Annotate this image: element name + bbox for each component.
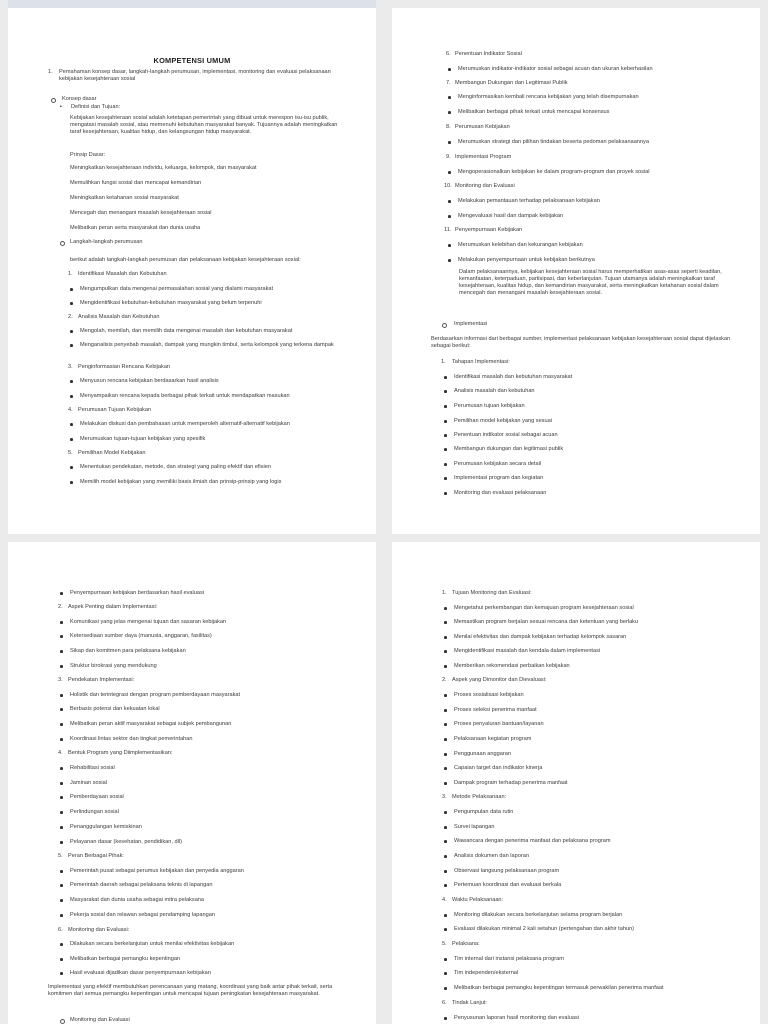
text-line: Melakukan diskusi dan pembahasan untuk memperoleh alternatif-alternatif kebijakan [80, 421, 290, 427]
list-number: 6. [442, 1000, 447, 1006]
bullet-icon [444, 958, 447, 961]
text-line: Proses sosialisasi kebijakan [454, 692, 524, 698]
bullet-icon [70, 330, 73, 333]
bullet-icon [444, 972, 447, 975]
list-number: 2. [442, 677, 447, 683]
text-line: Perumusan tujuan kebijakan [454, 403, 525, 409]
list-number: 1. [441, 359, 446, 365]
text-line: Melibatkan peran aktif masyarakat sebagai subjek pembangunan [70, 721, 232, 727]
text-line: Berbasis potensi dan kekuatan lokal [70, 706, 160, 712]
bullet-icon [444, 376, 447, 379]
bullet-icon [448, 171, 451, 174]
document-page-1 [8, 8, 376, 534]
text-line: Tindak Lanjut: [452, 1000, 487, 1006]
text-line: Berdasarkan informasi dari berbagai sumber, implementasi pelaksanaan kebijakan kesejahteraan sosial dapat dijelaskan sebagai berikut: [431, 336, 731, 349]
text-line: Penanggulangan kemiskinan [70, 824, 142, 830]
text-line: Aspek yang Dimonitor dan Dievaluasi: [452, 677, 547, 683]
text-line: Pemerintah pusat sebagai perumus kebijakan dan penyedia anggaran [70, 868, 244, 874]
text-line: Monitoring dan evaluasi pelaksanaan [454, 490, 547, 496]
bullet-icon [70, 288, 73, 291]
list-number: 4. [58, 750, 63, 756]
bullet-icon [448, 244, 451, 247]
bullet-icon [60, 592, 63, 595]
text-line: Identifikasi masalah dan kebutuhan masyarakat [454, 374, 573, 380]
bullet-icon [60, 782, 63, 785]
text-line: Penyempurnaan kebijakan berdasarkan hasil evaluasi [70, 590, 205, 596]
list-number: 3. [58, 677, 63, 683]
bullet-icon [60, 914, 63, 917]
bullet-icon [444, 709, 447, 712]
text-line: Langkah-langkah perumusan [70, 239, 143, 245]
bullet-icon [448, 141, 451, 144]
bullet-icon [444, 870, 447, 873]
document-page-3 [8, 542, 376, 1024]
text-line: Sikap dan komitmen para pelaksana kebijakan [70, 648, 186, 654]
text-line: Kebijakan kesejahteraan sosial adalah ketetapan pemerintah yang dibuat untuk merespon isu-isu publik, mengatasi masalah sosial, atau memenuhi kebutuhan masyarakat banyak. Tujuannya adalah meningkatkan taraf kesejahteraan, kualitas hidup, dan kelangsungan hidup masyarakat. [70, 115, 338, 135]
bullet-icon [70, 466, 73, 469]
text-line: Pemilihan model kebijakan yang sesuai [454, 418, 552, 424]
text-line: Mengidentifikasi kebutuhan-kebutuhan masyarakat yang belum terpenuhi [80, 300, 262, 306]
list-number: 3. [442, 794, 447, 800]
bullet-icon [444, 884, 447, 887]
bullet-icon [444, 987, 447, 990]
text-line: Capaian target dan indikator kinerja [454, 765, 543, 771]
bullet-icon [60, 665, 63, 668]
text-line: Proses seleksi penerima manfaat [454, 707, 537, 713]
text-line: Memberikan rekomendasi perbaikan kebijakan [454, 663, 570, 669]
text-line: Mengidentifikasi masalah dan kendala dalam implementasi [454, 648, 601, 654]
list-number: 4. [442, 897, 447, 903]
bullet-icon [444, 1017, 447, 1020]
bullet-icon [60, 650, 63, 653]
list-number: 1. [68, 271, 73, 277]
bullet-icon [60, 811, 63, 814]
text-line: Monitoring dan Evaluasi [455, 183, 515, 189]
bullet-icon [70, 344, 73, 347]
text-line: Menginformasikan kembali rencana kebijakan yang telah disempurnakan [458, 94, 639, 100]
bullet-icon [444, 826, 447, 829]
bullet-icon [448, 259, 451, 262]
circle-bullet-icon [442, 323, 447, 328]
text-line: Menilai efektivitas dan dampak kebijakan terhadap kelompok sasaran [454, 634, 627, 640]
list-number: 3. [68, 364, 73, 370]
bullet-icon [60, 723, 63, 726]
text-line: Melibatkan berbagai pemangku kepentingan [70, 956, 181, 962]
text-line: Pendekatan Implementasi: [68, 677, 135, 683]
text-line: Tim independen/eksternal [454, 970, 519, 976]
text-line: Menentukan pendekatan, metode, dan strategi yang paling efektif dan efisien [80, 464, 271, 470]
text-line: Hasil evaluasi dijadikan dasar penyempurnaan kebijakan [70, 970, 211, 976]
text-line: Membangun Dukungan dan Legitimasi Publik [455, 80, 568, 86]
list-number: 7. [446, 80, 451, 86]
text-line: Dalam pelaksanaannya, kebijakan kesejahteraan sosial harus memperhatikan asas-asas seperti keadilan, kemanfaatan, keterpaduan, partisipasi, dan keberlanjutan. Tujuan utamanya adalah meningkatkan taraf kesejahteraan, kualitas hidup, dan kemandirian masyarakat, serta meningkatkan ketahanan sosial dalam mencegah dan menangani masalah kesejahteraan sosial. [459, 269, 722, 296]
document-page-2 [392, 8, 760, 534]
bullet-icon [60, 708, 63, 711]
circle-bullet-icon [60, 1019, 65, 1024]
bullet-icon [444, 914, 447, 917]
bullet-icon [70, 380, 73, 383]
text-line: Melibatkan peran serta masyarakat dan dunia usaha [70, 225, 201, 231]
text-line: Tahapan Implementasi: [452, 359, 510, 365]
bullet-icon [444, 767, 447, 770]
text-line: Implementasi Program [455, 154, 512, 160]
bullet-icon [444, 665, 447, 668]
bullet-icon [444, 782, 447, 785]
text-line: Memilih model kebijakan yang memiliki basis ilmiah dan prinsip-prinsip yang logis [80, 479, 282, 485]
text-line: Mengumpulkan data mengenai permasalahan sosial yang dialami masyarakat [80, 286, 274, 292]
text-line: Meningkatkan kesejahteraan individu, keluarga, kelompok, dan masyarakat [70, 165, 257, 171]
text-line: Masyarakat dan dunia usaha sebagai mitra pelaksana [70, 897, 205, 903]
text-line: Mengevaluasi hasil dan dampak kebijakan [458, 213, 564, 219]
bullet-icon [70, 423, 73, 426]
bullet-icon [70, 481, 73, 484]
text-line: Meningkatkan ketahanan sosial masyarakat [70, 195, 179, 201]
text-line: Observasi langsung pelaksanaan program [454, 868, 560, 874]
text-line: Merumuskan kelebihan dan kekurangan kebijakan [458, 242, 583, 248]
text-line: Tim internal dari instansi pelaksana program [454, 956, 564, 962]
text-line: Aspek Penting dalam Implementasi: [68, 604, 158, 610]
bullet-icon [60, 958, 63, 961]
text-line: Pemberdayaan sosial [70, 794, 124, 800]
bullet-icon [444, 694, 447, 697]
text-line: Evaluasi dilakukan minimal 2 kali setahun (pertengahan dan akhir tahun) [454, 926, 635, 932]
text-line: Dampak program terhadap penerima manfaat [454, 780, 568, 786]
text-line: Wawancara dengan penerima manfaat dan pelaksana program [454, 838, 611, 844]
bullet-icon [444, 928, 447, 931]
bullet-icon [70, 438, 73, 441]
list-number: 4. [68, 407, 73, 413]
text-line: Penggunaan anggaran [454, 751, 511, 757]
text-line: Pemilihan Model Kebijakan [78, 450, 146, 456]
text-line: Koordinasi lintas sektor dan tingkat pemerintahan [70, 736, 193, 742]
text-line: Merumuskan tujuan-tujuan kebijakan yang spesifik [80, 436, 206, 442]
bullet-icon [444, 390, 447, 393]
text-line: Menganalisis penyebab masalah, dampak yang mungkin timbul, serta kelompok yang terkena dampak [80, 342, 334, 348]
bullet-icon [444, 811, 447, 814]
text-line: Pemerintah daerah sebagai pelaksana teknis di lapangan [70, 882, 213, 888]
text-line: Mengoperasionalkan kebijakan ke dalam program-program dan proyek sosial [458, 169, 650, 175]
text-line: Membangun dukungan dan legitimasi publik [454, 446, 564, 452]
list-number: 5. [442, 941, 447, 947]
text-line: Analisis Masalah dan Kebutuhan [78, 314, 160, 320]
bullet-icon [444, 621, 447, 624]
text-line: Perumusan kebijakan secara detail [454, 461, 542, 467]
text-line: Holistik dan terintegrasi dengan program pemberdayaan masyarakat [70, 692, 241, 698]
text-line: Waktu Pelaksanaan: [452, 897, 504, 903]
bullet-icon [444, 420, 447, 423]
bullet-icon [444, 753, 447, 756]
bullet-icon [60, 884, 63, 887]
text-line: Monitoring dan Evaluasi [70, 1017, 130, 1023]
text-line: Pelaksanaan kegiatan program [454, 736, 532, 742]
bullet-icon [70, 395, 73, 398]
text-line: Konsep dasar [62, 96, 97, 102]
bullet-icon [60, 767, 63, 770]
list-number: 5. [68, 450, 73, 456]
text-line: Pelayanan dasar (kesehatan, pendidikan, dll) [70, 839, 182, 845]
text-line: Implementasi yang efektif membutuhkan perencanaan yang matang, koordinasi yang baik antar pihak terkait, serta komitmen dari semua pemangku kepentingan untuk mencapai tujuan peningkatan kesejahteraan masyarakat. [48, 984, 333, 997]
bullet-icon [60, 943, 63, 946]
text-line: Mengolah, memilah, dan memilih data mengenai masalah dan kebutuhan masyarakat [80, 328, 293, 334]
text-line: Penentuan Indikator Sosial [455, 51, 522, 57]
circle-bullet-icon [60, 241, 65, 246]
text-line: Peran Berbagai Pihak: [68, 853, 124, 859]
bullet-icon [444, 448, 447, 451]
text-line: Merumuskan strategi dan pilihan tindakan beserta pedoman pelaksanaannya [458, 139, 649, 145]
text-line: Penyempurnaan Kebijakan [455, 227, 523, 233]
text-line: Monitoring dilakukan secara berkelanjutan selama program berjalan [454, 912, 623, 918]
text-line: Perumusan Tujuan Kebijakan [78, 407, 152, 413]
bullet-icon [444, 840, 447, 843]
text-line: Menyusun rencana kebijakan berdasarkan hasil analisis [80, 378, 219, 384]
document-page-4 [392, 542, 760, 1024]
bullet-icon [448, 200, 451, 203]
text-line: Struktur birokrasi yang mendukung [70, 663, 157, 669]
list-number: 1. [442, 590, 447, 596]
text-line: Prinsip Dasar: [70, 152, 106, 158]
text-line: Memulihkan fungsi sosial dan mencapai kemandirian [70, 180, 202, 186]
text-line: Analisis dokumen dan laporan [454, 853, 529, 859]
text-line: Tujuan Monitoring dan Evaluasi: [452, 590, 532, 596]
list-number: 2. [68, 314, 73, 320]
bullet-icon [448, 215, 451, 218]
text-line: Penentuan indikator sosial sebagai acuan [454, 432, 558, 438]
text-line: Pengumpulan data rutin [454, 809, 514, 815]
bullet-icon [60, 694, 63, 697]
bullet-icon [60, 635, 63, 638]
bullet-icon [444, 607, 447, 610]
text-line: Penginformasian Rencana Kebijakan [78, 364, 171, 370]
list-number: 6. [58, 927, 63, 933]
bullet-icon [60, 738, 63, 741]
bullet-icon [444, 434, 447, 437]
text-line: Survei lapangan [454, 824, 495, 830]
bullet-icon [444, 855, 447, 858]
bullet-icon [448, 68, 451, 71]
bullet-icon [448, 96, 451, 99]
text-line: Melakukan pemantauan terhadap pelaksanaan kebijakan [458, 198, 600, 204]
bullet-icon [444, 463, 447, 466]
text-line: Implementasi [454, 321, 488, 327]
square-bullet-icon: ▪ [60, 104, 62, 110]
bullet-icon [60, 870, 63, 873]
bullet-icon [448, 111, 451, 114]
text-line: Komunikasi yang jelas mengenai tujuan dan sasaran kebijakan [70, 619, 227, 625]
text-line: Melibatkan berbagai pemangku kepentingan termasuk perwakilan penerima manfaat [454, 985, 664, 991]
text-line: Merumuskan indikator-indikator sosial sebagai acuan dan ukuran keberhasilan [458, 66, 653, 72]
text-line: Metode Pelaksanaan: [452, 794, 507, 800]
list-number: 2. [58, 604, 63, 610]
text-line: Melibatkan berbagai pihak terkait untuk mencapai konsensus [458, 109, 610, 115]
text-line: berikut adalah langkah-langkah perumusan dan pelaksanaan kebijakan kesejahteraan sosial: [70, 257, 301, 263]
circle-bullet-icon [51, 98, 56, 103]
bullet-icon [444, 405, 447, 408]
text-line: Melakukan penyempurnaan untuk kebijakan berikutnya [458, 257, 595, 263]
bullet-icon [70, 302, 73, 305]
text-line: Ketersediaan sumber daya (manusia, anggaran, fasilitas) [70, 633, 212, 639]
bullet-icon [444, 492, 447, 495]
document-title: KOMPETENSI UMUM [153, 56, 231, 65]
text-line: Pelaksana: [452, 941, 480, 947]
text-line: Implementasi program dan kegiatan [454, 475, 544, 481]
text-line: Mencegah dan menangani masalah kesejahteraan sosial [70, 210, 212, 216]
text-line: Penyusunan laporan hasil monitoring dan evaluasi [454, 1015, 580, 1021]
text-line: Perumusan Kebijakan [455, 124, 510, 130]
list-number: 11. [444, 227, 452, 233]
top-strip [8, 0, 376, 8]
bullet-icon [60, 826, 63, 829]
text-line: Mengetahui perkembangan dan kemajuan program kesejahteraan sosial [454, 605, 634, 611]
text-line: Rehabilitasi sosial [70, 765, 115, 771]
list-number: 8. [446, 124, 451, 130]
text-line: Proses penyaluran bantuan/layanan [454, 721, 544, 727]
bullet-icon [60, 796, 63, 799]
text-line: Jaminan sosial [70, 780, 107, 786]
text-line: Perlindungan sosial [70, 809, 119, 815]
list-number: 9. [446, 154, 451, 160]
text-line: Memastikan program berjalan sesuai rencana dan ketentuan yang berlaku [454, 619, 639, 625]
list-number: 6. [446, 51, 451, 57]
text-line: Analisis masalah dan kebutuhan [454, 388, 535, 394]
text-line: Identifikasi Masalah dan Kebutuhan [78, 271, 167, 277]
text-line: Definisi dan Tujuan: [71, 104, 121, 110]
text-line: Pemahaman konsep dasar, langkah-langkah perumusan, implementasi, monitoring dan evaluasi pelaksanaan kebijakan kesejahteraan sosial [59, 69, 331, 82]
text-line: Monitoring dan Evaluasi: [68, 927, 130, 933]
bullet-icon [60, 972, 63, 975]
text-line: Pekerja sosial dan relawan sebagai pendamping lapangan [70, 912, 215, 918]
bullet-icon [444, 738, 447, 741]
bullet-icon [444, 723, 447, 726]
list-number: 10. [444, 183, 452, 189]
bullet-icon [444, 477, 447, 480]
bullet-icon [444, 650, 447, 653]
bullet-icon [60, 841, 63, 844]
bullet-icon [60, 621, 63, 624]
text-line: Menyampaikan rencana kepada berbagai pihak terkait untuk mendapatkan masukan [80, 393, 290, 399]
bullet-icon [60, 899, 63, 902]
text-line: Pertemuan koordinasi dan evaluasi berkala [454, 882, 562, 888]
text-line: Dilakukan secara berkelanjutan untuk menilai efektivitas kebijakan [70, 941, 235, 947]
list-number: 5. [58, 853, 63, 859]
bullet-icon [444, 636, 447, 639]
list-number: 1. [48, 69, 53, 75]
text-line: Bentuk Program yang Diimplementasikan: [68, 750, 173, 756]
